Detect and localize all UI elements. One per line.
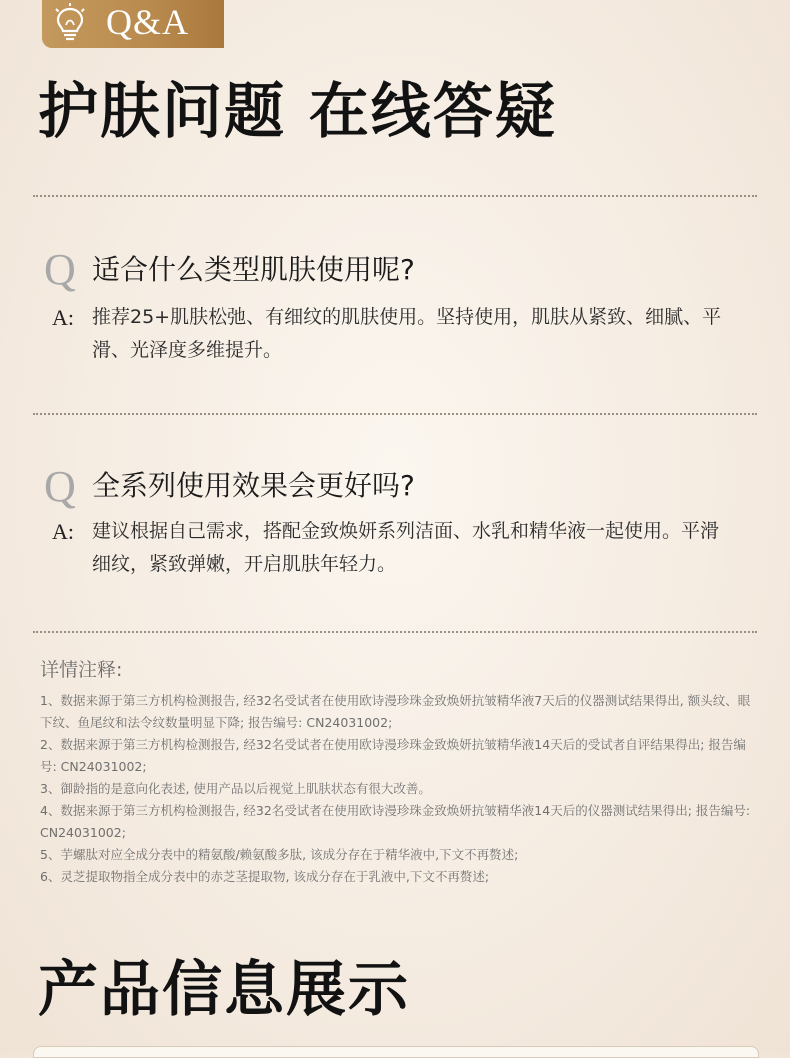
note-item: 5、芋螺肽对应全成分表中的精氨酸/赖氨酸多肽, 该成分存在于精华液中,下文不再赘述; <box>40 847 519 862</box>
note-item: 6、灵芝提取物指全成分表中的赤芝茎提取物, 该成分存在于乳液中,下文不再赘述; <box>40 869 490 884</box>
answer-text: 推荐25+肌肤松弛、有细纹的肌肤使用。坚持使用，肌肤从紧致、细腻、平滑、光泽度多维提升。 <box>92 306 722 361</box>
divider <box>33 195 757 197</box>
notes-list <box>40 690 752 888</box>
question-mark: Q <box>44 245 76 294</box>
note-item: 1、数据来源于第三方机构检测报告, 经32名受试者在使用欧诗漫珍珠金致焕妍抗皱精华液7天后的仪器测试结果得出, 额头纹、眼下纹、鱼尾纹和法令纹数量明显下降; 报告编号: CN24031002; <box>40 693 751 730</box>
divider <box>33 413 757 415</box>
answer-mark: A: <box>52 305 74 330</box>
answer-text: 建议根据自己需求，搭配金致焕妍系列洁面、水乳和精华液一起使用。平滑细纹，紧致弹嫩，开启肌肤年轻力。 <box>92 520 720 575</box>
section-title: 产品信息展示 <box>38 955 410 1025</box>
notes-title: 详情注释: <box>40 659 123 681</box>
answer-mark: A: <box>52 519 74 544</box>
page-title: 护肤问题 在线答疑 <box>38 77 557 147</box>
question-text: 全系列使用效果会更好吗? <box>92 469 415 502</box>
question-text: 适合什么类型肌肤使用呢? <box>92 253 415 286</box>
divider <box>33 631 757 633</box>
question-mark: Q <box>44 462 76 511</box>
note-item: 2、数据来源于第三方机构检测报告, 经32名受试者在使用欧诗漫珍珠金致焕妍抗皱精华液14天后的受试者自评结果得出; 报告编号: CN24031002; <box>40 737 746 774</box>
lightbulb-icon <box>52 3 88 43</box>
note-item: 4、数据来源于第三方机构检测报告, 经32名受试者在使用欧诗漫珍珠金致焕妍抗皱精华液14天后的仪器测试结果得出; 报告编号: CN24031002; <box>40 803 751 840</box>
note-item: 3、御龄指的是意向化表述, 使用产品以后视觉上肌肤状态有很大改善。 <box>40 781 431 796</box>
product-card-edge <box>33 1046 759 1058</box>
qa-badge-label: Q&A <box>106 2 189 42</box>
qa-badge <box>42 0 224 48</box>
